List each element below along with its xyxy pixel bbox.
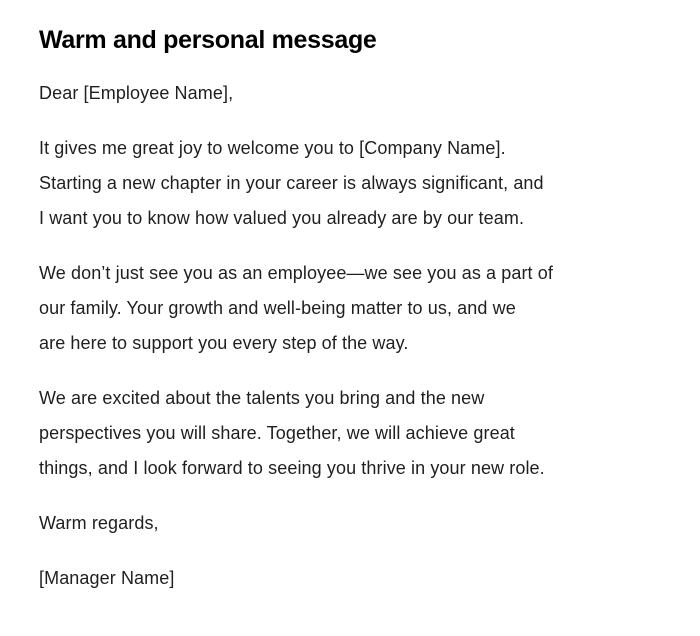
document-title: Warm and personal message xyxy=(39,26,377,54)
paragraph-line: are here to support you every step of the way. xyxy=(39,333,409,353)
paragraph-3 xyxy=(39,381,660,486)
paragraph-1 xyxy=(39,131,660,236)
paragraph-line: things, and I look forward to seeing you thrive in your new role. xyxy=(39,458,545,478)
closing-text: Warm regards, xyxy=(39,513,159,533)
document-body xyxy=(39,76,660,596)
paragraph-line: I want you to know how valued you already are by our team. xyxy=(39,208,525,228)
paragraph-2 xyxy=(39,256,660,361)
paragraph-line: We are excited about the talents you bring and the new xyxy=(39,388,485,408)
paragraph-line: We don’t just see you as an employee—we see you as a part of xyxy=(39,263,553,283)
paragraph-line: It gives me great joy to welcome you to [Company Name]. xyxy=(39,138,506,158)
closing xyxy=(39,506,660,541)
salutation-text: Dear [Employee Name], xyxy=(39,83,234,103)
paragraph-line: our family. Your growth and well-being matter to us, and we xyxy=(39,298,516,318)
signature-text: [Manager Name] xyxy=(39,568,175,588)
paragraph-line: Starting a new chapter in your career is always significant, and xyxy=(39,173,544,193)
signature xyxy=(39,561,660,596)
paragraph-line: perspectives you will share. Together, we will achieve great xyxy=(39,423,515,443)
salutation xyxy=(39,76,660,111)
